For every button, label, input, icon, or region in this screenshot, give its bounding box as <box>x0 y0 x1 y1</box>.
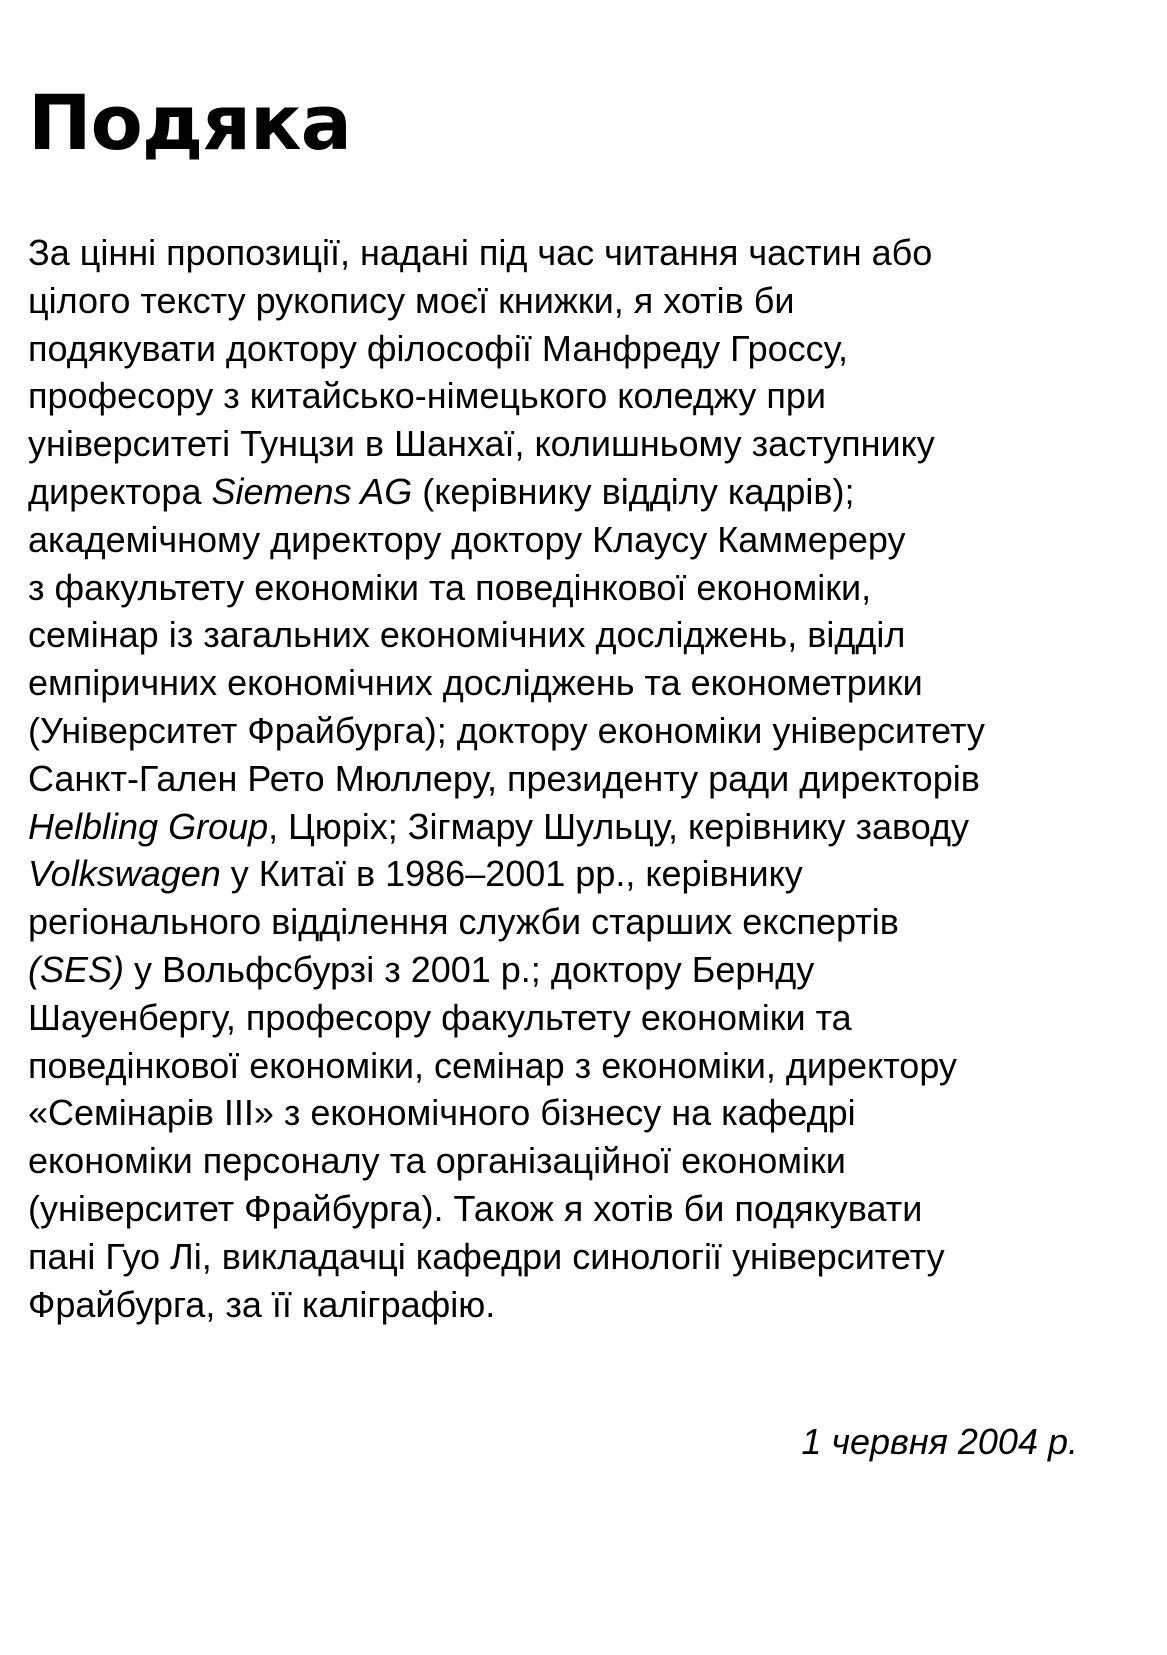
signature-date: 1 червня 2004 р. <box>801 1421 1078 1462</box>
text-line: емпіричних економічних досліджень та економетрики <box>28 662 923 704</box>
text-line: За цінні пропозиції, надані під час читання частин або <box>28 232 933 273</box>
text-segment: , Цюріх; Зігмару Шульцу, керівнику заводу <box>268 805 969 847</box>
text-segment: директора <box>28 470 212 512</box>
text-line: (Університет Фрайбурга); доктору економіки університету <box>28 709 985 751</box>
text-line: (університет Фрайбурга). Також я хотів би подякувати <box>28 1187 923 1229</box>
abbreviation-ses: (SES) <box>28 948 125 990</box>
text-line: подякувати доктору філософії Манфреду Гроссу, <box>28 327 849 369</box>
company-name-volkswagen: Volkswagen <box>28 853 221 895</box>
text-segment: (керівнику відділу кадрів); <box>412 470 855 512</box>
text-line: Шауенбергу, професору факультету економіки та <box>28 996 852 1038</box>
text-line: з факультету економіки та поведінкової економіки, <box>28 566 872 608</box>
acknowledgement-text <box>28 229 1138 1328</box>
text-line: Санкт-Гален Рето Мюллеру, президенту ради директорів <box>28 757 980 799</box>
text-line <box>28 946 1138 994</box>
text-segment: у Китаї в 1986–2001 рр., керівнику <box>220 853 803 895</box>
text-line <box>28 850 1138 898</box>
text-line <box>28 803 1138 851</box>
text-line: цілого тексту рукопису моєї книжки, я хотів би <box>28 279 795 321</box>
text-line: семінар із загальних економічних досліджень, відділ <box>28 614 906 656</box>
text-line: університеті Тунцзи в Шанхаї, колишньому заступнику <box>28 423 935 465</box>
company-name-siemens: Siemens AG <box>211 470 413 512</box>
text-line: регіонального відділення служби старших експертів <box>28 901 899 943</box>
text-line: «Семінарів III» з економічного бізнесу на кафедрі <box>28 1092 856 1134</box>
text-line: Фрайбурга, за її каліграфію. <box>28 1283 496 1325</box>
text-line: поведінкової економіки, семінар з економіки, директору <box>28 1044 957 1086</box>
text-line: економіки персоналу та організаційної економіки <box>28 1140 846 1182</box>
text-line <box>28 468 1138 516</box>
text-line: академічному директору доктору Клаусу Каммереру <box>28 518 906 560</box>
text-line: професору з китайсько-німецького коледжу при <box>28 375 827 417</box>
text-line: пані Гуо Лі, викладачці кафедри синології університету <box>28 1235 945 1277</box>
company-name-helbling: Helbling Group <box>28 805 269 847</box>
text-segment: у Вольфсбурзі з 2001 р.; доктору Бернду <box>124 948 815 990</box>
page-title: Подяка <box>28 78 351 167</box>
